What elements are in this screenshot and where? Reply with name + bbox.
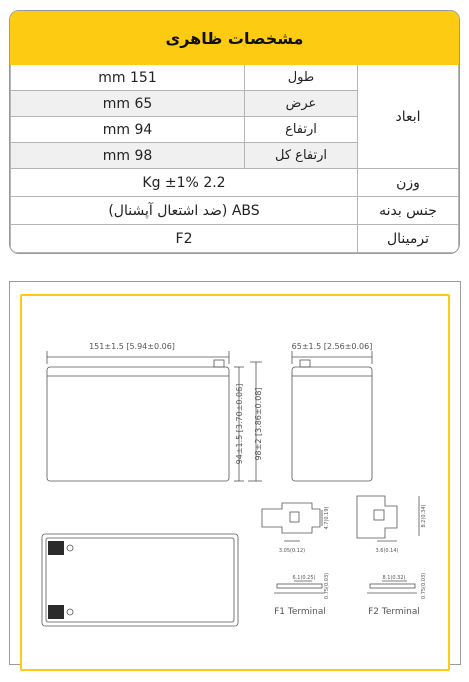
- width-dimension: 65±1.5 [2.56±0.06]: [291, 342, 373, 351]
- f1-tab-width-dimension: 6.1(0.25): [292, 575, 316, 581]
- terminal-label: ترمینال: [358, 225, 459, 253]
- spec-table: [10, 65, 459, 253]
- dimension-value: 151 mm: [11, 65, 245, 91]
- table-row: [11, 225, 459, 253]
- dimensions-label: ابعاد: [358, 65, 459, 169]
- terminal-value: F2: [11, 225, 358, 253]
- technical-drawing: [22, 296, 448, 666]
- body-material-label: جنس بدنه: [358, 197, 459, 225]
- table-row: [11, 65, 459, 91]
- battery-top-view: [42, 534, 238, 626]
- technical-drawing-frame: [20, 294, 450, 671]
- f1-terminal-label: F1 Terminal: [274, 607, 326, 617]
- battery-side-view: [292, 351, 372, 481]
- table-row: [11, 169, 459, 197]
- f1-width-dimension: 3.05(0.12): [278, 548, 306, 554]
- dimension-name: عرض: [245, 91, 358, 117]
- dimension-name: طول: [245, 65, 358, 91]
- f2-width-dimension: 3.6(0.14): [375, 548, 399, 554]
- f2-tab-width-dimension: 8.1(0.32): [382, 575, 406, 581]
- table-row: [11, 197, 459, 225]
- body-material-value: ABS (ضد اشتعال آپشنال): [11, 197, 358, 225]
- technical-drawing-panel: [9, 281, 461, 665]
- total-height-dimension: 98±2 [3.86±0.08]: [254, 387, 263, 461]
- spec-table-card: [9, 10, 460, 254]
- top-view-terminals: [48, 541, 73, 619]
- height-dimension: 94±1.5 [3.70±0.06]: [235, 383, 244, 465]
- f2-tab-thickness-dimension: 0.75(0.03): [421, 572, 427, 600]
- battery-front-view: [47, 351, 262, 481]
- f2-height-dimension: 8.2(0.34): [421, 504, 427, 528]
- dimension-value: 65 mm: [11, 91, 245, 117]
- spec-title: مشخصات ظاهری: [10, 11, 459, 65]
- weight-label: وزن: [358, 169, 459, 197]
- dimension-name: ارتفاع: [245, 117, 358, 143]
- f1-tab-thickness-dimension: 0.75(0.03): [324, 572, 330, 600]
- dimension-value: 94 mm: [11, 117, 245, 143]
- weight-value: 2.2 Kg ±1%: [11, 169, 358, 197]
- f1-height-dimension: 4.7(0.19): [324, 506, 330, 530]
- f2-terminal-label: F2 Terminal: [368, 607, 420, 617]
- dimension-name: ارتفاع کل: [245, 143, 358, 169]
- dimension-value: 98 mm: [11, 143, 245, 169]
- length-dimension: 151±1.5 [5.94±0.06]: [89, 342, 175, 351]
